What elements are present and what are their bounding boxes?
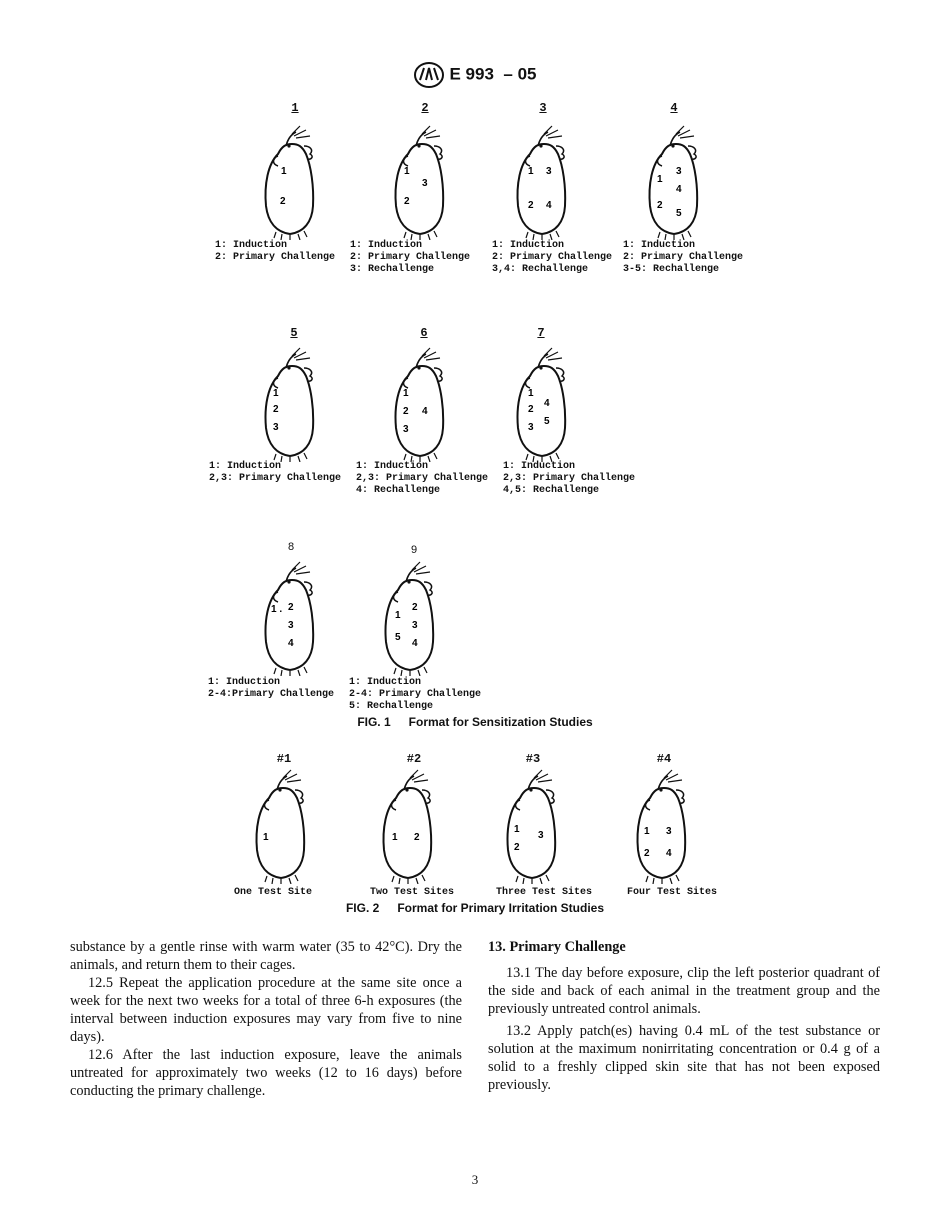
- site-label: 2: [273, 404, 279, 415]
- fig2-panel-name: Four Test Sites: [627, 887, 718, 898]
- site-label: 4: [412, 638, 418, 649]
- fig2-caption: [0, 901, 950, 915]
- site-label: 1: [528, 388, 534, 399]
- site-label: 3: [528, 422, 534, 433]
- site-label: 1: [263, 832, 269, 843]
- site-label: 2: [414, 832, 420, 843]
- site-label: 4: [544, 398, 550, 409]
- site-label: 5: [676, 208, 682, 219]
- fig1-panel-label: 8: [287, 541, 295, 553]
- fig1-legend: 1: Induction 2,3: Primary Challenge: [209, 461, 342, 484]
- site-label: 3: [666, 826, 672, 837]
- site-label: 3: [676, 166, 682, 177]
- paragraph: substance by a gentle rinse with warm water (35 to 42°C). Dry the animals, and return them to their cages.: [70, 939, 462, 973]
- right-column: [488, 938, 880, 1094]
- site-label: 3: [538, 830, 544, 841]
- site-label: 5: [544, 416, 550, 427]
- site-label: 1: [404, 166, 410, 177]
- fig1-panel-label: 9: [410, 544, 418, 556]
- fig2-caption-text: Format for Primary Irritation Studies: [397, 901, 605, 915]
- site-label: 2: [403, 406, 409, 417]
- fig1-caption-text: Format for Sensitization Studies: [408, 715, 593, 729]
- standard-designation: E 993: [449, 64, 494, 84]
- site-label: 3: [422, 178, 428, 189]
- fig1-panel-label: 4: [670, 101, 678, 115]
- site-label: 1: [528, 166, 534, 177]
- guinea-pig-diagram: [498, 768, 568, 884]
- fig2-caption-label: FIG. 2: [345, 901, 380, 915]
- fig1-panel-label: 5: [290, 326, 298, 340]
- standard-year: – 05: [503, 64, 537, 84]
- site-label: 3: [546, 166, 552, 177]
- site-label: 4: [546, 200, 552, 211]
- site-label: 1 .: [271, 604, 283, 615]
- fig1-panel-label: 7: [537, 326, 545, 340]
- site-label: 3: [288, 620, 294, 631]
- fig1-panel-label: 1: [291, 101, 299, 115]
- paragraph-12-5: 12.5 Repeat the application procedure at the same site once a week for the next two weeks for a total of three 6-h exposures (the interval between induction exposures may vary from five to nine days).: [70, 975, 462, 1045]
- left-column: [70, 938, 462, 1100]
- fig1-legend: 1: Induction 2,3: Primary Challenge 4: Rechallenge: [356, 461, 489, 496]
- guinea-pig-diagram: [508, 346, 578, 462]
- site-label: 2: [288, 602, 294, 613]
- paragraph-13-2: 13.2 Apply patch(es) having 0.4 mL of the test substance or solution at the maximum nonirritating concentration or 0.4 g of a solid to a freshly clipped skin site that has not been exposed previously.: [488, 1023, 880, 1093]
- site-label: 2: [280, 196, 286, 207]
- guinea-pig-diagram: [508, 124, 578, 240]
- site-label: 2: [528, 404, 534, 415]
- fig2-panel-label: #2: [406, 752, 422, 766]
- site-label: 2: [514, 842, 520, 853]
- guinea-pig-diagram: [247, 768, 317, 884]
- fig2-panel-name: One Test Site: [234, 887, 313, 898]
- fig1-legend: 1: Induction 2-4:Primary Challenge: [208, 677, 335, 700]
- astm-logo-icon: [414, 62, 444, 88]
- site-label: 2: [412, 602, 418, 613]
- fig1-panel-label: 6: [420, 326, 428, 340]
- site-label: 1: [395, 610, 401, 621]
- site-label: 1: [657, 174, 663, 185]
- guinea-pig-diagram: [628, 768, 698, 884]
- site-label: 1: [273, 388, 279, 399]
- guinea-pig-diagram: [256, 346, 326, 462]
- fig1-caption: [0, 715, 950, 729]
- site-label: 1: [281, 166, 287, 177]
- site-label: 1: [644, 826, 650, 837]
- page-number: 3: [471, 1172, 479, 1187]
- fig1-caption-label: FIG. 1: [357, 715, 391, 729]
- site-label: 2: [528, 200, 534, 211]
- site-label: 4: [676, 184, 682, 195]
- fig1-legend: 1: Induction 2: Primary Challenge 3,4: Rechallenge: [492, 240, 613, 275]
- guinea-pig-diagram: [640, 124, 710, 240]
- guinea-pig-diagram: [386, 346, 456, 462]
- fig1-legend: 1: Induction 2,3: Primary Challenge 4,5: Rechallenge: [503, 461, 636, 496]
- guinea-pig-diagram: [376, 560, 446, 676]
- fig2-panel-name: Two Test Sites: [370, 887, 455, 898]
- guinea-pig-diagram: [256, 124, 326, 240]
- page-header: [0, 62, 950, 88]
- guinea-pig-diagram: [374, 768, 444, 884]
- paragraph-13-1: 13.1 The day before exposure, clip the left posterior quadrant of the side and back of each animal in the treatment group and the previously untreated control animals.: [488, 965, 880, 1017]
- site-label: 4: [288, 638, 294, 649]
- site-label: 2: [657, 200, 663, 211]
- fig1-panel-label: 3: [539, 101, 547, 115]
- paragraph-12-6: 12.6 After the last induction exposure, leave the animals untreated for approximately two weeks (12 to 16 days) before conducting the primary challenge.: [70, 1047, 462, 1099]
- fig2-panel-label: #3: [525, 752, 541, 766]
- guinea-pig-diagram: [386, 124, 456, 240]
- site-label: 3: [403, 424, 409, 435]
- fig1-legend: 1: Induction 2: Primary Challenge: [215, 240, 336, 263]
- fig1-panel-label: 2: [421, 101, 429, 115]
- site-label: 1: [514, 824, 520, 835]
- site-label: 1: [403, 388, 409, 399]
- site-label: 3: [412, 620, 418, 631]
- site-label: 2: [644, 848, 650, 859]
- fig2-panel-label: #4: [656, 752, 672, 766]
- site-label: 2: [404, 196, 410, 207]
- fig2-panel-label: #1: [276, 752, 292, 766]
- section-title: 13. Primary Challenge: [488, 939, 626, 955]
- fig2-panel-name: Three Test Sites: [496, 887, 593, 898]
- site-label: 5: [395, 632, 401, 643]
- fig1-legend: 1: Induction 2: Primary Challenge 3-5: Rechallenge: [623, 240, 744, 275]
- fig1-legend: 1: Induction 2: Primary Challenge 3: Rechallenge: [350, 240, 471, 275]
- site-label: 1: [392, 832, 398, 843]
- fig1-legend: 1: Induction 2-4: Primary Challenge 5: Rechallenge: [349, 677, 482, 712]
- site-label: 4: [422, 406, 428, 417]
- site-label: 4: [666, 848, 672, 859]
- guinea-pig-diagram: [256, 560, 326, 676]
- site-label: 3: [273, 422, 279, 433]
